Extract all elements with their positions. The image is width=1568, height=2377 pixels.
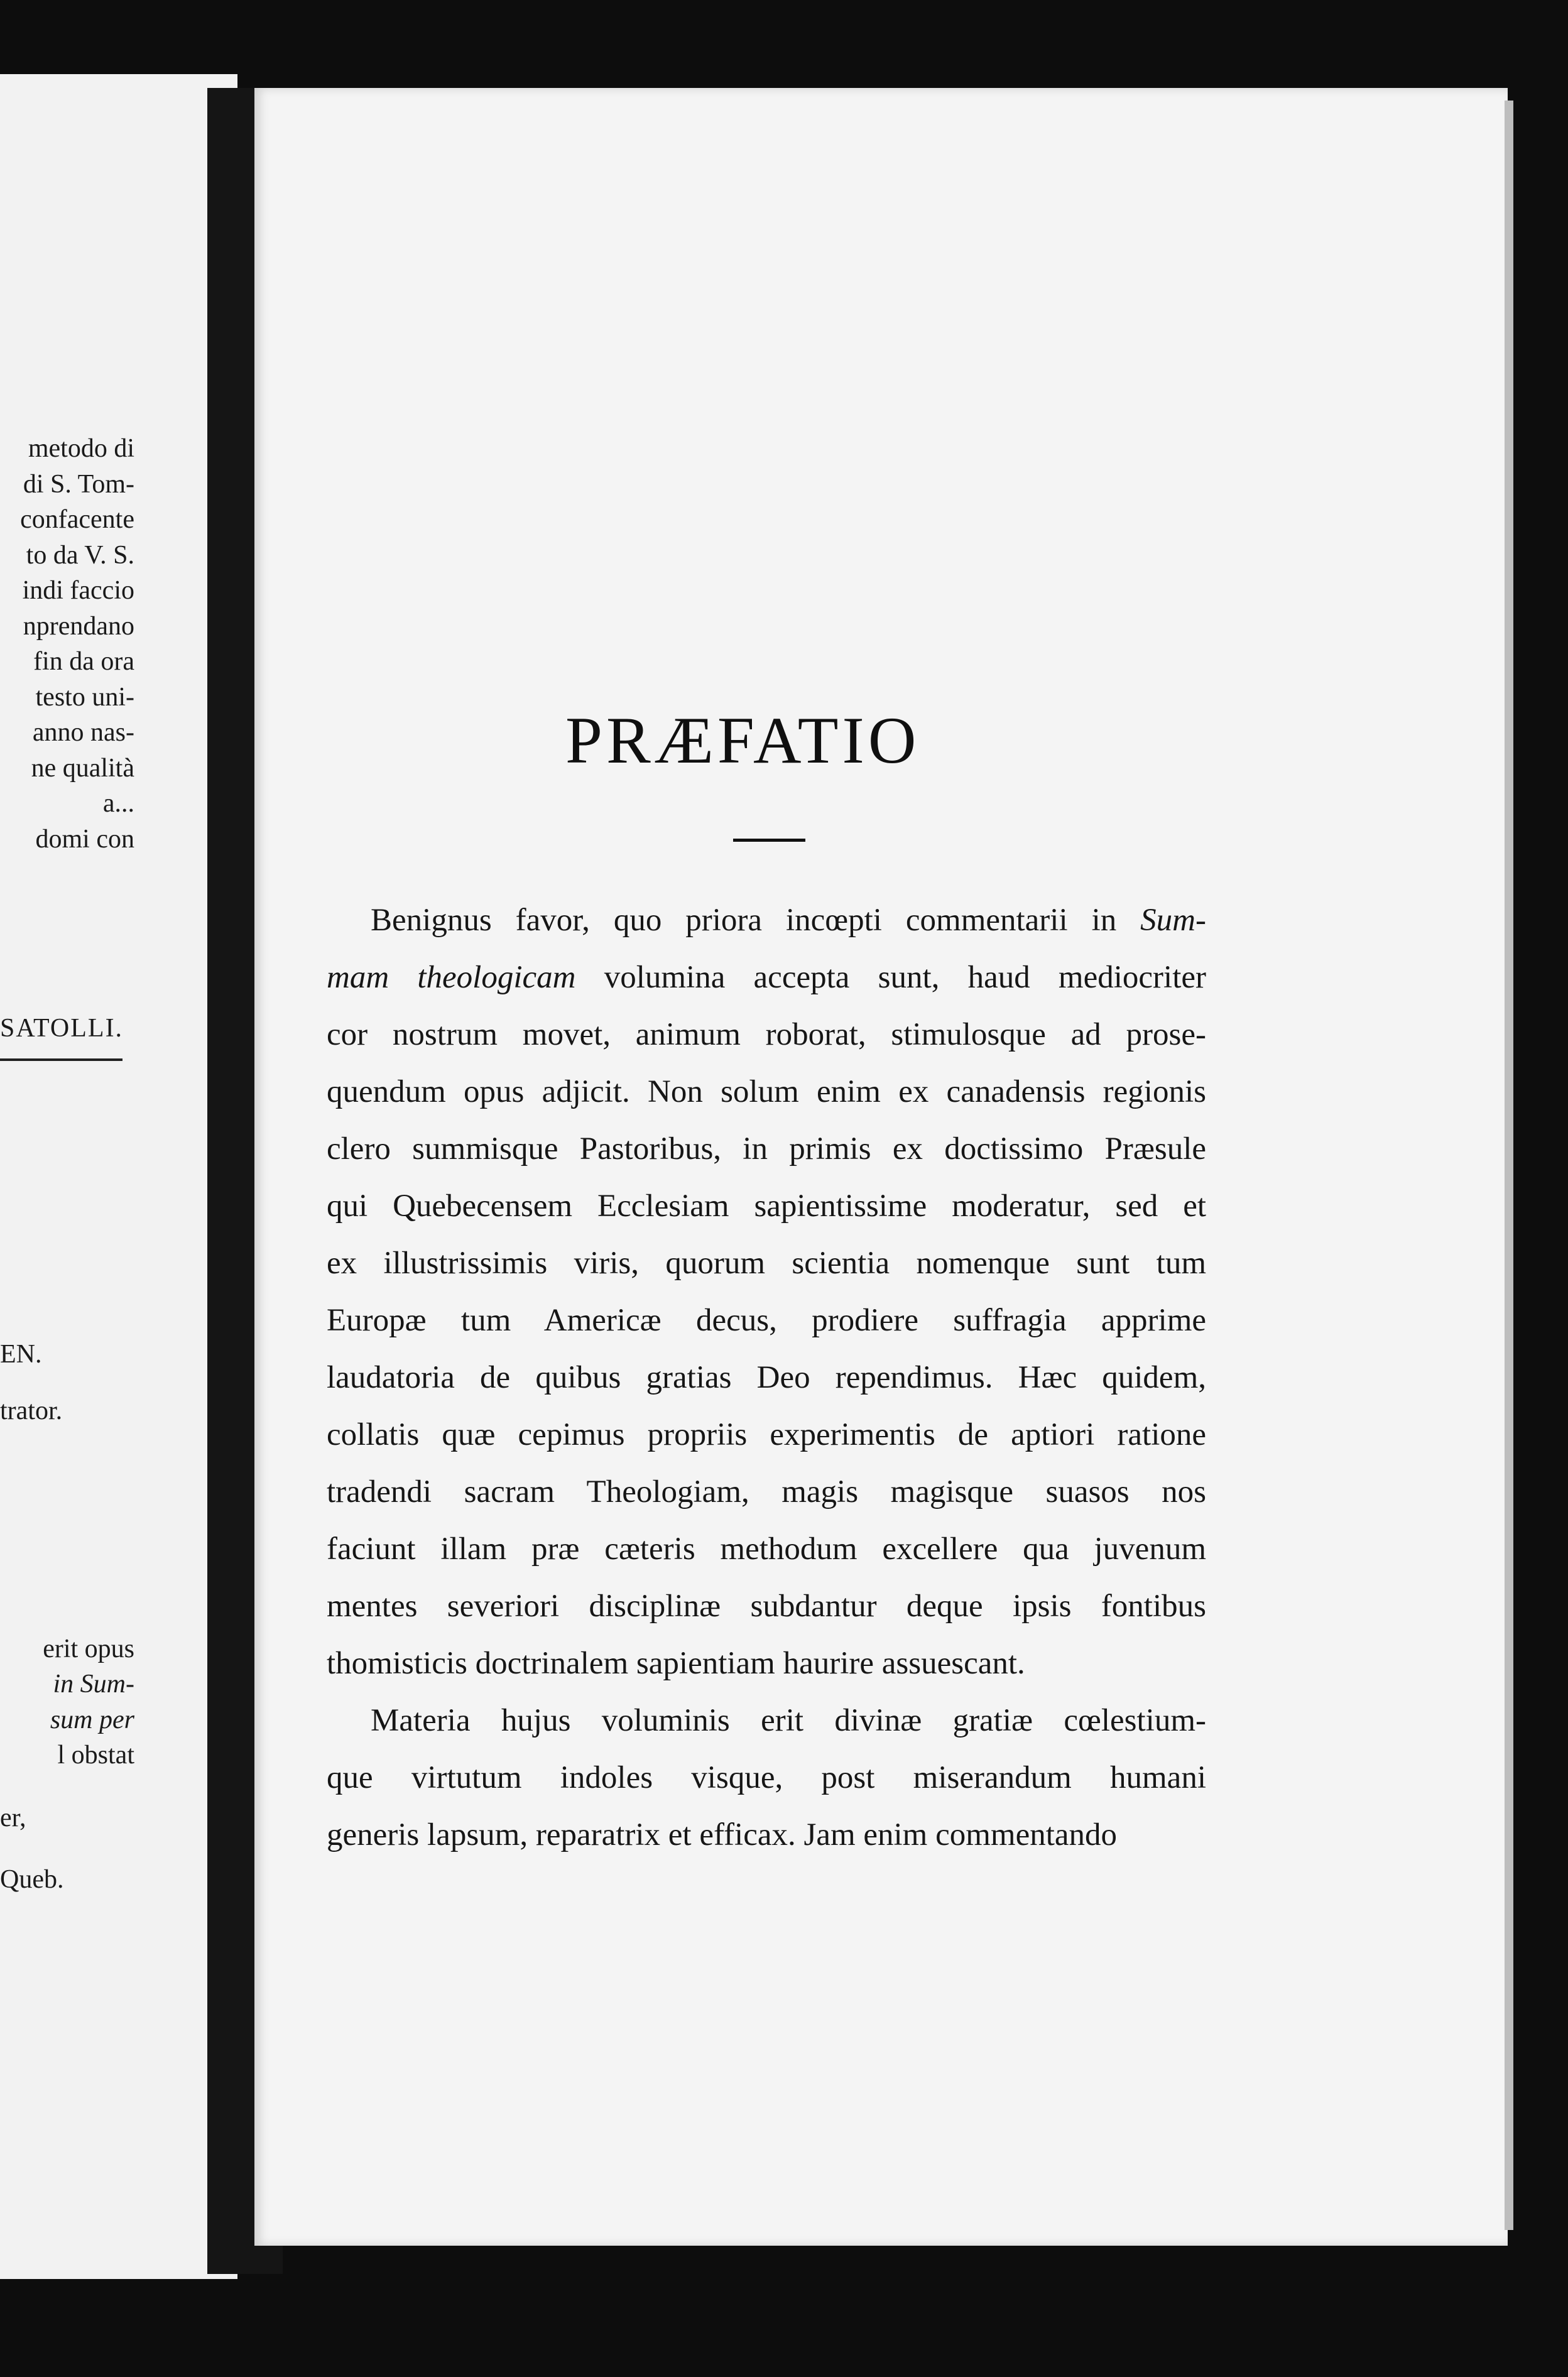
page-title: PRÆFATIO bbox=[565, 704, 920, 777]
left-page-fragment: ne qualità bbox=[31, 754, 134, 783]
text-line bbox=[327, 949, 1206, 1006]
italic-span: Sum- bbox=[1140, 903, 1206, 938]
text-span: Materia hujus voluminis erit divinæ gratiæ cœlestium- bbox=[371, 1703, 1206, 1738]
text-line bbox=[327, 1521, 1206, 1578]
left-page-fragment: erit opus bbox=[43, 1635, 134, 1663]
left-page-fragment: to da V. S. bbox=[26, 541, 134, 570]
text-span: thomisticis doctrinalem sapientiam haurire assuescant. bbox=[327, 1646, 1025, 1681]
text-line bbox=[327, 1178, 1206, 1235]
text-span: que virtutum indoles visque, post miserandum humani bbox=[327, 1760, 1206, 1795]
left-page-fragment: a... bbox=[102, 789, 134, 818]
left-page-fragment: confacente bbox=[20, 505, 134, 534]
text-span: mentes severiori disciplinæ subdantur deque ipsis fontibus bbox=[327, 1589, 1206, 1624]
left-page-fragment: er, bbox=[0, 1803, 26, 1832]
left-page-fragment: di S. Tom- bbox=[23, 470, 134, 499]
preface-body bbox=[327, 892, 1206, 1864]
text-line bbox=[327, 1406, 1206, 1464]
text-line bbox=[327, 1807, 1206, 1864]
left-page-fragment: metodo di bbox=[28, 434, 134, 463]
text-span: collatis quæ cepimus propriis experimentis de aptiori ratione bbox=[327, 1417, 1206, 1452]
italic-span: mam theologicam bbox=[327, 960, 576, 995]
left-page-fragment: anno nas- bbox=[32, 718, 134, 747]
text-line bbox=[327, 1292, 1206, 1349]
text-line bbox=[327, 1121, 1206, 1178]
text-span: laudatoria de quibus gratias Deo rependimus. Hæc quidem, bbox=[327, 1360, 1206, 1395]
paragraph bbox=[327, 892, 1206, 1692]
text-span: Benignus favor, quo priora incœpti commentarii in bbox=[371, 903, 1141, 938]
left-page-fragment: testo uni- bbox=[35, 683, 134, 712]
left-page-fragment: l obstat bbox=[57, 1741, 134, 1770]
paragraph bbox=[327, 1692, 1206, 1864]
text-span: faciunt illam præ cæteris methodum excellere qua juvenum bbox=[327, 1531, 1206, 1567]
text-span: clero summisque Pastoribus, in primis ex doctissimo Præsule bbox=[327, 1131, 1206, 1167]
left-page-fragment: domi con bbox=[35, 825, 134, 854]
text-span: ex illustrissimis viris, quorum scientia nomenque sunt tum bbox=[327, 1246, 1206, 1281]
left-page-fragment: in Sum- bbox=[53, 1670, 134, 1699]
left-page-fragment: SATOLLI. bbox=[0, 1014, 124, 1043]
left-page-fragment: indi faccio bbox=[22, 576, 134, 605]
left-page-fragment: trator. bbox=[0, 1396, 63, 1425]
text-line bbox=[327, 1063, 1206, 1121]
left-page-fragment: nprendano bbox=[23, 612, 134, 641]
left-page bbox=[0, 74, 237, 2279]
left-page-text-fragments bbox=[0, 74, 237, 2279]
text-line bbox=[327, 1006, 1206, 1063]
text-span: generis lapsum, reparatrix et efficax. Jam enim commentando bbox=[327, 1817, 1118, 1852]
text-span: cor nostrum movet, animum roborat, stimulosque ad prose- bbox=[327, 1017, 1206, 1052]
title-rule bbox=[733, 839, 805, 842]
text-line bbox=[327, 1349, 1206, 1406]
text-line bbox=[327, 1749, 1206, 1807]
left-page-fragment: Queb. bbox=[0, 1865, 64, 1894]
text-line bbox=[327, 1578, 1206, 1635]
text-line bbox=[327, 1635, 1206, 1692]
text-line bbox=[327, 1692, 1206, 1749]
left-page-fragment: sum per bbox=[50, 1705, 134, 1734]
left-page-fragment: EN. bbox=[0, 1340, 42, 1369]
text-span: tradendi sacram Theologiam, magis magisque suasos nos bbox=[327, 1474, 1206, 1509]
left-page-rule bbox=[0, 1058, 122, 1061]
page-edge bbox=[1505, 101, 1513, 2230]
left-page-fragment: fin da ora bbox=[33, 647, 134, 676]
text-line bbox=[327, 1235, 1206, 1292]
text-line bbox=[327, 1464, 1206, 1521]
text-span: quendum opus adjicit. Non solum enim ex canadensis regionis bbox=[327, 1074, 1206, 1109]
text-span: volumina accepta sunt, haud mediocriter bbox=[575, 960, 1206, 995]
text-span: Europæ tum Americæ decus, prodiere suffragia apprime bbox=[327, 1303, 1206, 1338]
text-line bbox=[327, 892, 1206, 949]
text-span: qui Quebecensem Ecclesiam sapientissime moderatur, sed et bbox=[327, 1188, 1206, 1224]
